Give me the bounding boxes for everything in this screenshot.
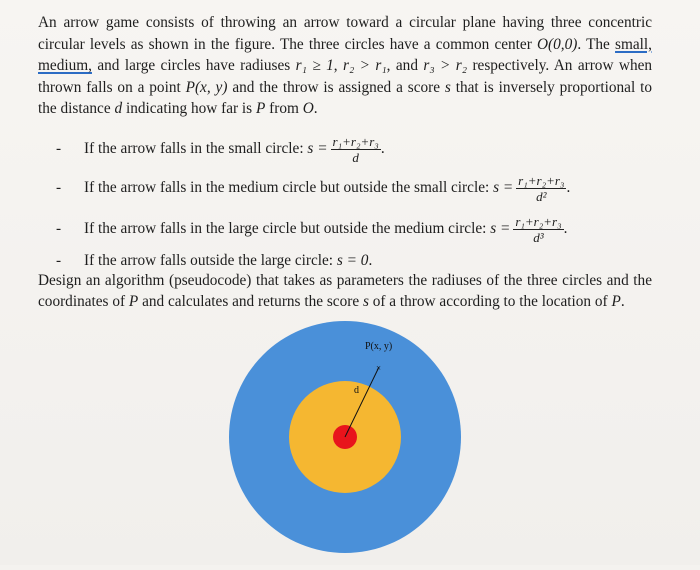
radius-condition-2: r₂ > r₁: [343, 57, 387, 75]
intro-text-1: An arrow game consists of throwing an arrow toward a circular plane having three concentric circular levels as shown in the figure. The three circles have a common center: [38, 14, 652, 53]
fraction-denominator: d: [352, 150, 359, 165]
point-marker: ×: [376, 363, 382, 373]
period: .: [620, 293, 625, 310]
case-text: If the arrow falls in the small circle:: [84, 140, 308, 158]
problem-statement: [38, 12, 652, 120]
intro-text-4: respectively. An arrow when thrown falls on a point: [38, 57, 653, 96]
period: .: [566, 179, 571, 197]
intro-text-5: and the throw is assigned a score: [227, 78, 445, 96]
case-large-circle: [56, 214, 567, 245]
medium-underlined: medium,: [38, 57, 92, 75]
point-label: P(x, y): [185, 78, 228, 96]
bullet-dash: -: [56, 252, 62, 269]
intro-text-8: from: [265, 100, 303, 118]
radius-condition-3: r₃ > r₂: [423, 57, 468, 75]
score-symbol: s: [444, 78, 451, 96]
case-medium-circle: [56, 173, 570, 204]
target-svg: [228, 303, 462, 565]
bullet-dash: -: [56, 220, 62, 238]
fraction-numerator: r₁+r₂+r₃: [332, 134, 379, 149]
task-text-3: of a throw according to the location of: [368, 293, 612, 310]
period: .: [313, 100, 318, 118]
task-text-2: and calculates and returns the score: [138, 293, 363, 310]
radius-condition-1: r₁ ≥ 1: [295, 57, 334, 75]
bullet-dash: -: [56, 140, 62, 158]
intro-text-6: that is inversely proportional to the distance: [38, 78, 652, 118]
fraction-denominator: d³: [533, 230, 544, 245]
bullet-dash: -: [56, 179, 62, 197]
period: .: [368, 252, 373, 269]
period: .: [380, 140, 385, 158]
point-symbol: P: [255, 100, 266, 118]
formula: s = 0: [336, 252, 369, 269]
case-text: If the arrow falls outside the large circle:: [84, 252, 337, 269]
formula-lhs: s =: [493, 179, 514, 197]
case-text: If the arrow falls in the medium circle but outside the small circle:: [84, 179, 494, 197]
case-small-circle: [56, 134, 385, 165]
separator-2: , and: [386, 57, 424, 75]
center-label: O(0,0): [536, 35, 578, 53]
task-text-1: Design an algorithm (pseudocode) that takes as parameters the radiuses of the three circles and the coordinates of: [38, 272, 652, 310]
case-outside: [56, 252, 372, 270]
intro-text-7: indicating how far is: [122, 100, 256, 118]
fraction: [331, 134, 381, 165]
point-label: P(x, y): [365, 341, 393, 352]
distance-label: d: [354, 385, 359, 396]
formula-lhs: s =: [307, 140, 328, 158]
small-underlined: small,: [615, 35, 652, 53]
distance-symbol: d: [114, 100, 123, 118]
intro-text-2: . The: [577, 35, 616, 53]
fraction-denominator: d²: [536, 189, 547, 204]
case-text: If the arrow falls in the large circle but outside the medium circle:: [84, 220, 491, 238]
score-symbol: s: [362, 293, 369, 310]
fraction: [516, 173, 566, 204]
target-figure: [228, 303, 462, 565]
point-symbol: P: [128, 293, 139, 310]
point-symbol: P: [611, 293, 621, 310]
period: .: [563, 220, 568, 238]
formula-lhs: s =: [490, 220, 511, 238]
separator-1: ,: [333, 57, 343, 75]
origin-symbol: O: [302, 100, 314, 118]
intro-text-3: and large circles have radiuses: [91, 57, 296, 75]
fraction: [513, 214, 563, 245]
fraction-numerator: r₁+r₂+r₃: [515, 214, 562, 229]
fraction-numerator: r₁+r₂+r₃: [518, 173, 565, 188]
